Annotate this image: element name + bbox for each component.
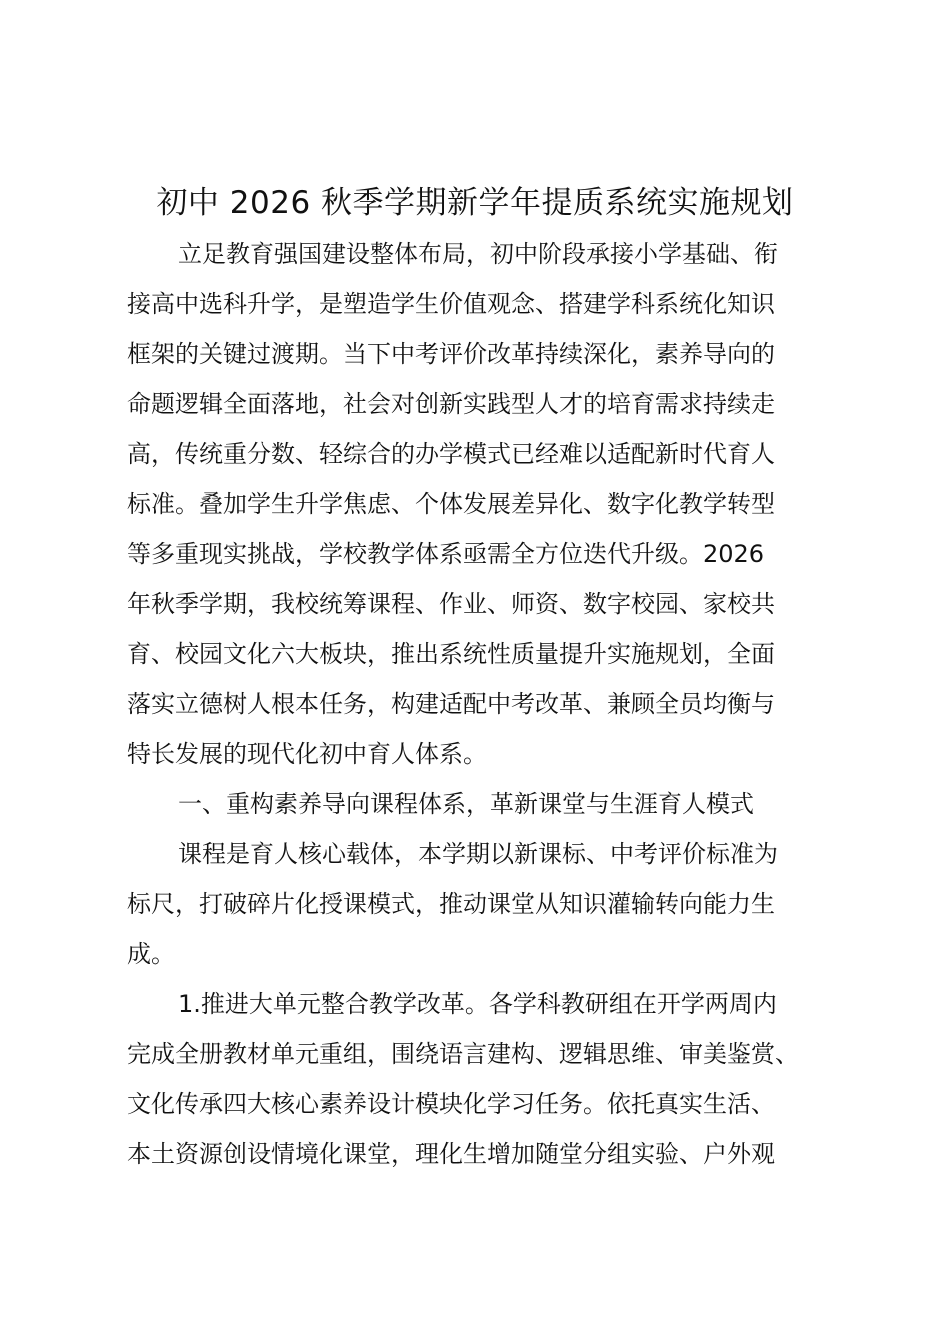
paragraph-line: 等多重现实挑战，学校教学体系亟需全方位迭代升级。2026 <box>127 540 765 568</box>
paragraph-line: 成。 <box>127 940 175 968</box>
paragraph-line: 标准。叠加学生升学焦虑、个体发展差异化、数字化教学转型 <box>127 490 775 518</box>
paragraph-line: 文化传承四大核心素养设计模块化学习任务。依托真实生活、 <box>127 1090 775 1118</box>
paragraph-line: 课程是育人核心载体，本学期以新课标、中考评价标准为 <box>178 840 778 868</box>
paragraph-line: 完成全册教材单元重组，围绕语言建构、逻辑思维、审美鉴赏、 <box>127 1040 799 1068</box>
paragraph-line: 落实立德树人根本任务，构建适配中考改革、兼顾全员均衡与 <box>127 690 775 718</box>
section-heading: 一、重构素养导向课程体系，革新课堂与生涯育人模式 <box>178 790 754 818</box>
paragraph-line: 育、校园文化六大板块，推出系统性质量提升实施规划，全面 <box>127 640 775 668</box>
paragraph-line: 标尺，打破碎片化授课模式，推动课堂从知识灌输转向能力生 <box>127 890 775 918</box>
paragraph-line: 年秋季学期，我校统筹课程、作业、师资、数字校园、家校共 <box>127 590 775 618</box>
paragraph-line: 1.推进大单元整合教学改革。各学科教研组在开学两周内 <box>178 990 777 1018</box>
paragraph-line: 框架的关键过渡期。当下中考评价改革持续深化，素养导向的 <box>127 340 775 368</box>
paragraph-line: 特长发展的现代化初中育人体系。 <box>127 740 487 768</box>
document-title: 初中 2026 秋季学期新学年提质系统实施规划 <box>156 185 794 221</box>
paragraph-line: 命题逻辑全面落地，社会对创新实践型人才的培育需求持续走 <box>127 390 775 418</box>
paragraph-line: 本土资源创设情境化课堂，理化生增加随堂分组实验、户外观 <box>127 1140 775 1168</box>
paragraph-line: 立足教育强国建设整体布局，初中阶段承接小学基础、衔 <box>178 240 778 268</box>
paragraph-line: 接高中选科升学，是塑造学生价值观念、搭建学科系统化知识 <box>127 290 775 318</box>
paragraph-line: 高，传统重分数、轻综合的办学模式已经难以适配新时代育人 <box>127 440 775 468</box>
